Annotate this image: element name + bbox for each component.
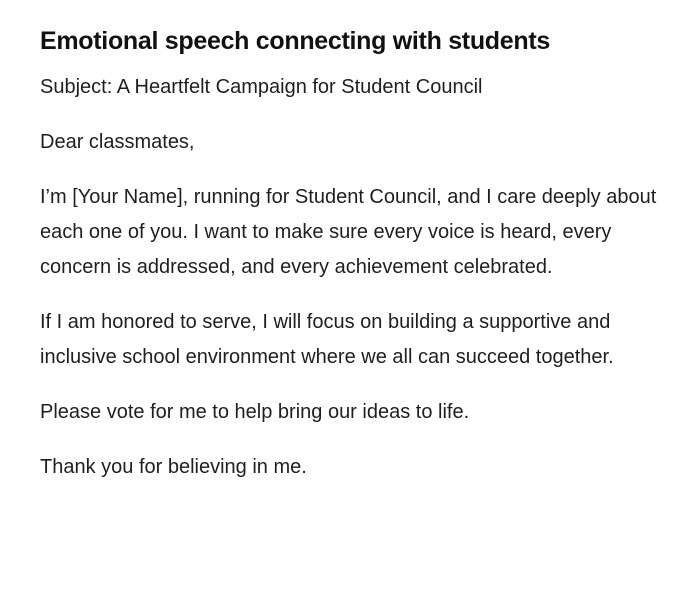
document-title: Emotional speech connecting with students [40, 27, 550, 55]
closing-line: Thank you for believing in me. [40, 456, 307, 478]
paragraph-intro: I’m [Your Name], running for Student Council, and I care deeply about each one of you. I want to make sure every voice is heard, every concern is addressed, and every achievement celebrated. [40, 186, 657, 278]
paragraph-commitment: If I am honored to serve, I will focus on building a supportive and inclusive school environment where we all can succeed together. [40, 311, 614, 368]
greeting: Dear classmates, [40, 131, 195, 153]
paragraph-call-to-vote: Please vote for me to help bring our ideas to life. [40, 401, 470, 423]
subject-line: Subject: A Heartfelt Campaign for Student Council [40, 76, 483, 98]
